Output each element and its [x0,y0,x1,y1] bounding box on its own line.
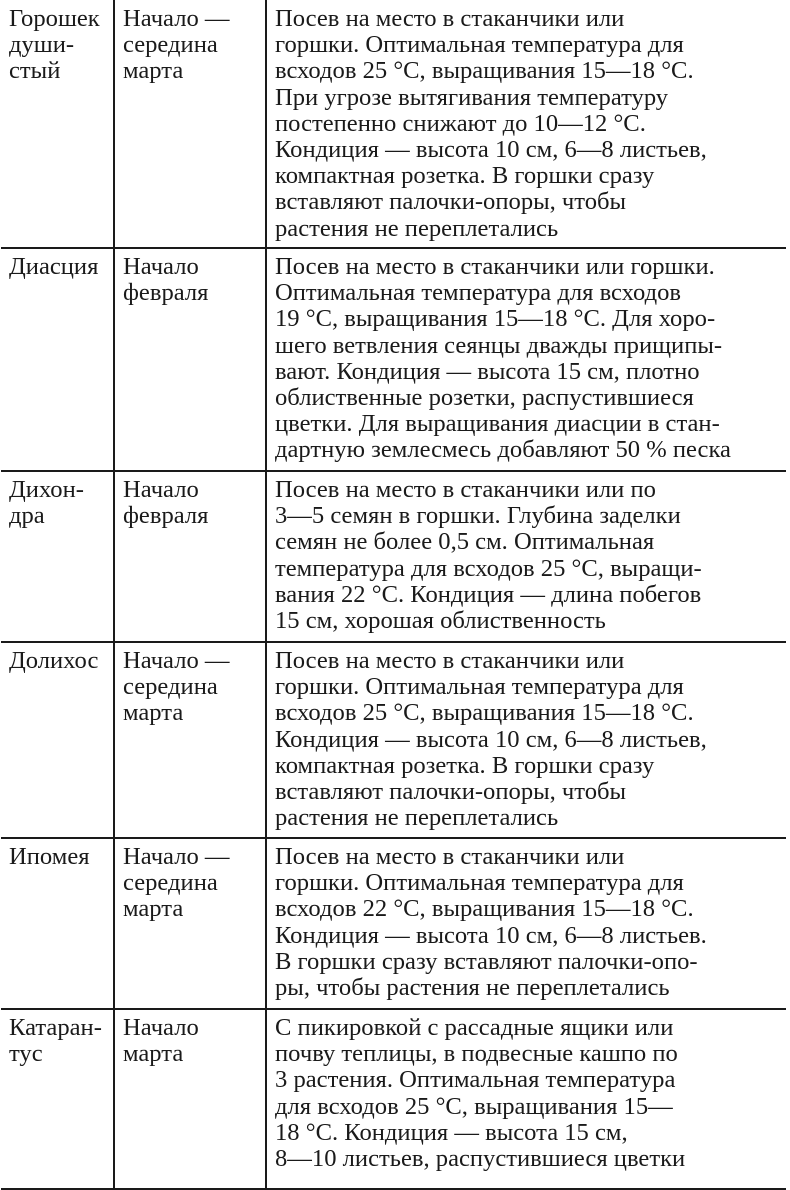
sowing-time: Начало февраля [123,476,209,530]
notes-cell [266,642,786,838]
plant-name: Диасция [9,253,99,280]
growing-notes: С пикировкой с рассадные ящики или почву теплицы, в подвесные кашпо по 3 растения. Оптимальная температура для всходов 25 °С, выращивания 15— 18 °С. Кондиция — высота 15 см, 8—10 листьев, распустившиеся цветки [275,1014,686,1173]
growing-notes: Посев на место в стаканчики или горшки. Оптимальная температура для всходов 25 °С, выращивания 15—18 °С. Кондиция — высота 10 см, 6—8 листьев, компактная розетка. В горшки сразу вставляют палочки-опоры, чтобы растения не переплетались [275,647,707,832]
sowing-time-cell [114,471,266,642]
notes-cell [266,1009,786,1189]
plant-name: Ипомея [9,843,90,870]
plant-cell [1,838,114,1009]
plant-cell [1,0,114,248]
plant-cell [1,471,114,642]
sowing-time-cell [114,0,266,248]
plant-name: Дихон- дра [9,476,84,530]
notes-cell [266,838,786,1009]
notes-cell [266,0,786,248]
sowing-time-cell [114,1009,266,1189]
table-row [1,0,786,248]
table-row [1,471,786,642]
sowing-time-cell [114,838,266,1009]
growing-notes: Посев на место в стаканчики или горшки. Оптимальная температура для всходов 19 °С, выращивания 15—18 °С. Для хоро- шего ветвления сеянцы дважды прищипы- вают. Кондиция — высота 15 см, плотно облиственные розетки, распустившиеся цветки. Для выращивания диасции в стан- дартную землесмесь добавляют 50 % песка [275,253,731,464]
growing-notes: Посев на место в стаканчики или горшки. Оптимальная температура для всходов 25 °С, выращивания 15—18 °С. При угрозе вытягивания температуру постепенно снижают до 10—12 °С. Кондиция — высота 10 см, 6—8 листьев, компактная розетка. В горшки сразу вставляют палочки-опоры, чтобы растения не переплетались [275,5,707,242]
notes-cell [266,471,786,642]
notes-cell [266,248,786,471]
plant-cell [1,248,114,471]
sowing-time: Начало февраля [123,253,209,307]
sowing-time: Начало — середина марта [123,647,230,727]
growing-notes: Посев на место в стаканчики или по 3—5 семян в горшки. Глубина заделки семян не более 0,5 см. Оптимальная температура для всходов 25 °С, выращи- вания 22 °С. Кондиция — длина побегов 15 см, хорошая облиственность [275,476,702,635]
table-row [1,1009,786,1189]
plant-name: Катаран- тус [9,1014,102,1068]
sowing-time-cell [114,642,266,838]
table-row [1,838,786,1009]
sowing-time: Начало — середина марта [123,5,230,85]
table-row [1,248,786,471]
sowing-time: Начало марта [123,1014,199,1068]
plant-name: Горошек души- стый [9,5,100,85]
sowing-time-cell [114,248,266,471]
plant-name: Долихос [9,647,99,674]
sowing-time: Начало — середина марта [123,843,230,923]
seedling-table [1,0,786,1190]
table-row [1,642,786,838]
plant-cell [1,642,114,838]
plant-cell [1,1009,114,1189]
growing-notes: Посев на место в стаканчики или горшки. Оптимальная температура для всходов 22 °С, выращивания 15—18 °С. Кондиция — высота 10 см, 6—8 листьев. В горшки сразу вставляют палочки-опо- ры, чтобы растения не переплетались [275,843,707,1002]
